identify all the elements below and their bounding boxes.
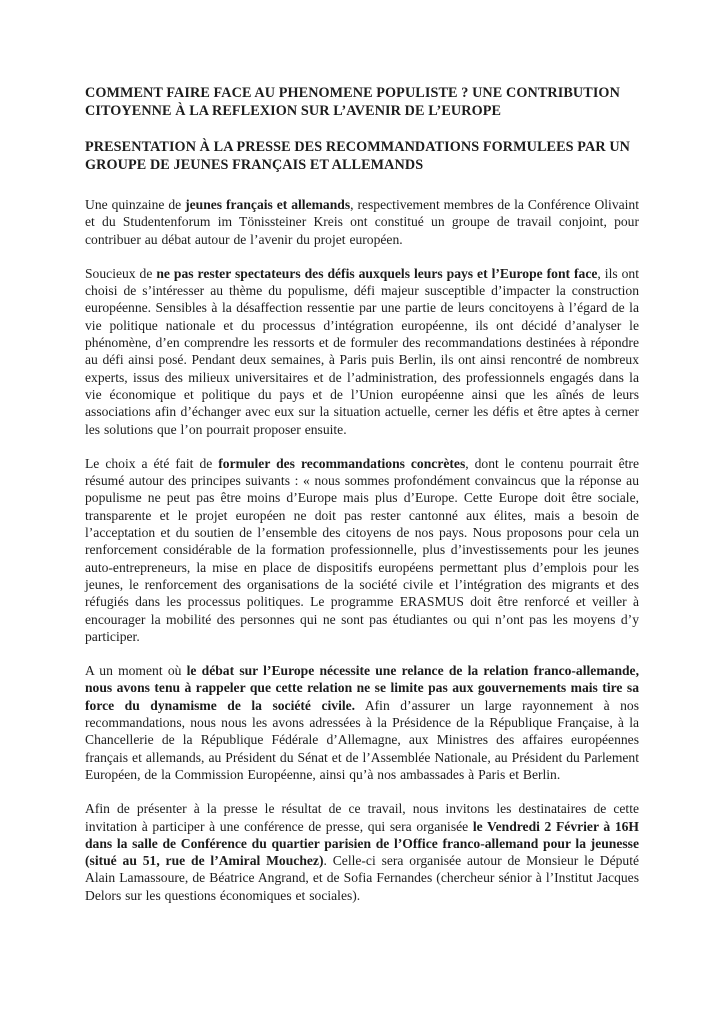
bold-text-segment: le débat sur l’Europe nécessite une relance de la relation franco-allemande, nous avons tenu à rappeler que cette relation ne se limite pas aux gouvernements mais tire sa force du dynamisme de la société civile. [85,663,639,713]
paragraph [85,196,639,248]
text-segment: , ils ont choisi de s’intéresser au thème du populisme, défi majeur susceptible d’impacter la construction européenne. Sensibles à la désaffection ressentie par une partie de leurs concitoyens à l’égard de la vie politique nationale et du processus d’intégration européenne, ils ont décidé d’analyser le phénomène, d’en comprendre les ressorts et de formuler des recommandations destinées à répondre au défi ainsi posé. Pendant deux semaines, à Paris puis Berlin, ils ont ainsi rencontré de nombreux experts, issus des milieux universitaires et de l’administration, des professionnels engagés dans la vie économique et politique du pays et de l’Union européenne ainsi que les aînés de leurs associations afin d’échanger avec eux sur la situation actuelle, cerner les défis et être aptes à cerner les solutions que l’on pourrait proposer ensuite. [85,265,639,437]
bold-text-segment: formuler des recommandations concrètes [218,455,466,471]
text-segment: Soucieux de [85,265,157,281]
text-segment: . Celle-ci sera organisée autour de Monsieur le Député Alain Lamassoure, de Béatrice Angrand, et de Sofia Fernandes (chercheur sénior à l’Institut Jacques Delors sur les questions économiques et sociales). [85,853,640,903]
bold-text-segment: le Vendredi 2 Février à 16H dans la salle de Conférence du quartier parisien de l’Office franco-allemand pour la jeunesse (situé au 51, rue de l’Amiral Mouchez) [85,818,639,869]
text-segment: Une quinzaine de [85,197,186,212]
bold-text-segment: jeunes français et allemands [185,197,351,212]
text-segment: A un moment où [85,663,187,679]
text-segment: Afin de présenter à la presse le résultat de ce travail, nous invitons les destinataires de cette invitation à participer à une conférence de presse, qui sera organisée [85,801,639,834]
paragraph [85,662,639,783]
document-body [85,196,639,904]
bold-text-segment: ne pas rester spectateurs des défis auxquels leurs pays et l’Europe font face [156,265,598,281]
text-segment: , respectivement membres de la Conférence Olivaint et du Studentenforum im Tönissteiner Kreis ont constitué un groupe de travail conjoint, pour contribuer au débat autour de l’avenir du projet européen. [85,197,639,247]
paragraph [85,455,639,645]
paragraph [85,265,639,438]
paragraph [85,800,639,904]
document-subtitle: PRESENTATION À LA PRESSE DES RECOMMANDATIONS FORMULEES PAR UN GROUPE DE JEUNES FRANÇAIS ET ALLEMANDS [85,139,631,173]
text-segment: , dont le contenu pourrait être résumé autour des principes suivants : « nous sommes profondément convaincus que la réponse au populisme ne peut pas être moins d’Europe mais plus d’Europe. Cette Europe doit être sociale, transparente et le projet européen ne doit pas rester cantonné aux élites, mais a besoin de l’acceptation et du soutien de l’ensemble des citoyens de nos pays. Nous proposons pour cela un renforcement considérable de la formation professionnelle, plus d’investissements pour les jeunes auto-entrepreneurs, la mise en place de dispositifs européens permettant plus d’emplois pour les jeunes, le renforcement des organisations de la société civile et l’intégration des migrants et des réfugiés dans les processus politiques. Le programme ERASMUS doit être renforcé et veiller à encourager la mobilité des personnes qui ne sont pas étudiantes ou qui n’ont pas les moyens d’y participer. [85,455,639,644]
document-title: COMMENT FAIRE FACE AU PHENOMENE POPULISTE ? UNE CONTRIBUTION CITOYENNE À LA REFLEXION SUR L’AVENIR DE L’EUROPE [85,85,620,119]
text-segment: Le choix a été fait de [85,455,219,471]
text-segment: Afin d’assurer un large rayonnement à nos recommandations, nous nous les avons adressées à la Présidence de la République Française, à la Chancellerie de la République Fédérale d’Allemagne, aux Ministres des affaires européennes français et allemands, au Président du Sénat et de l’Assemblée Nationale, au Président du Parlement Européen, de la Commission Européenne, ainsi qu’à nos ambassades à Paris et Berlin. [85,697,639,782]
